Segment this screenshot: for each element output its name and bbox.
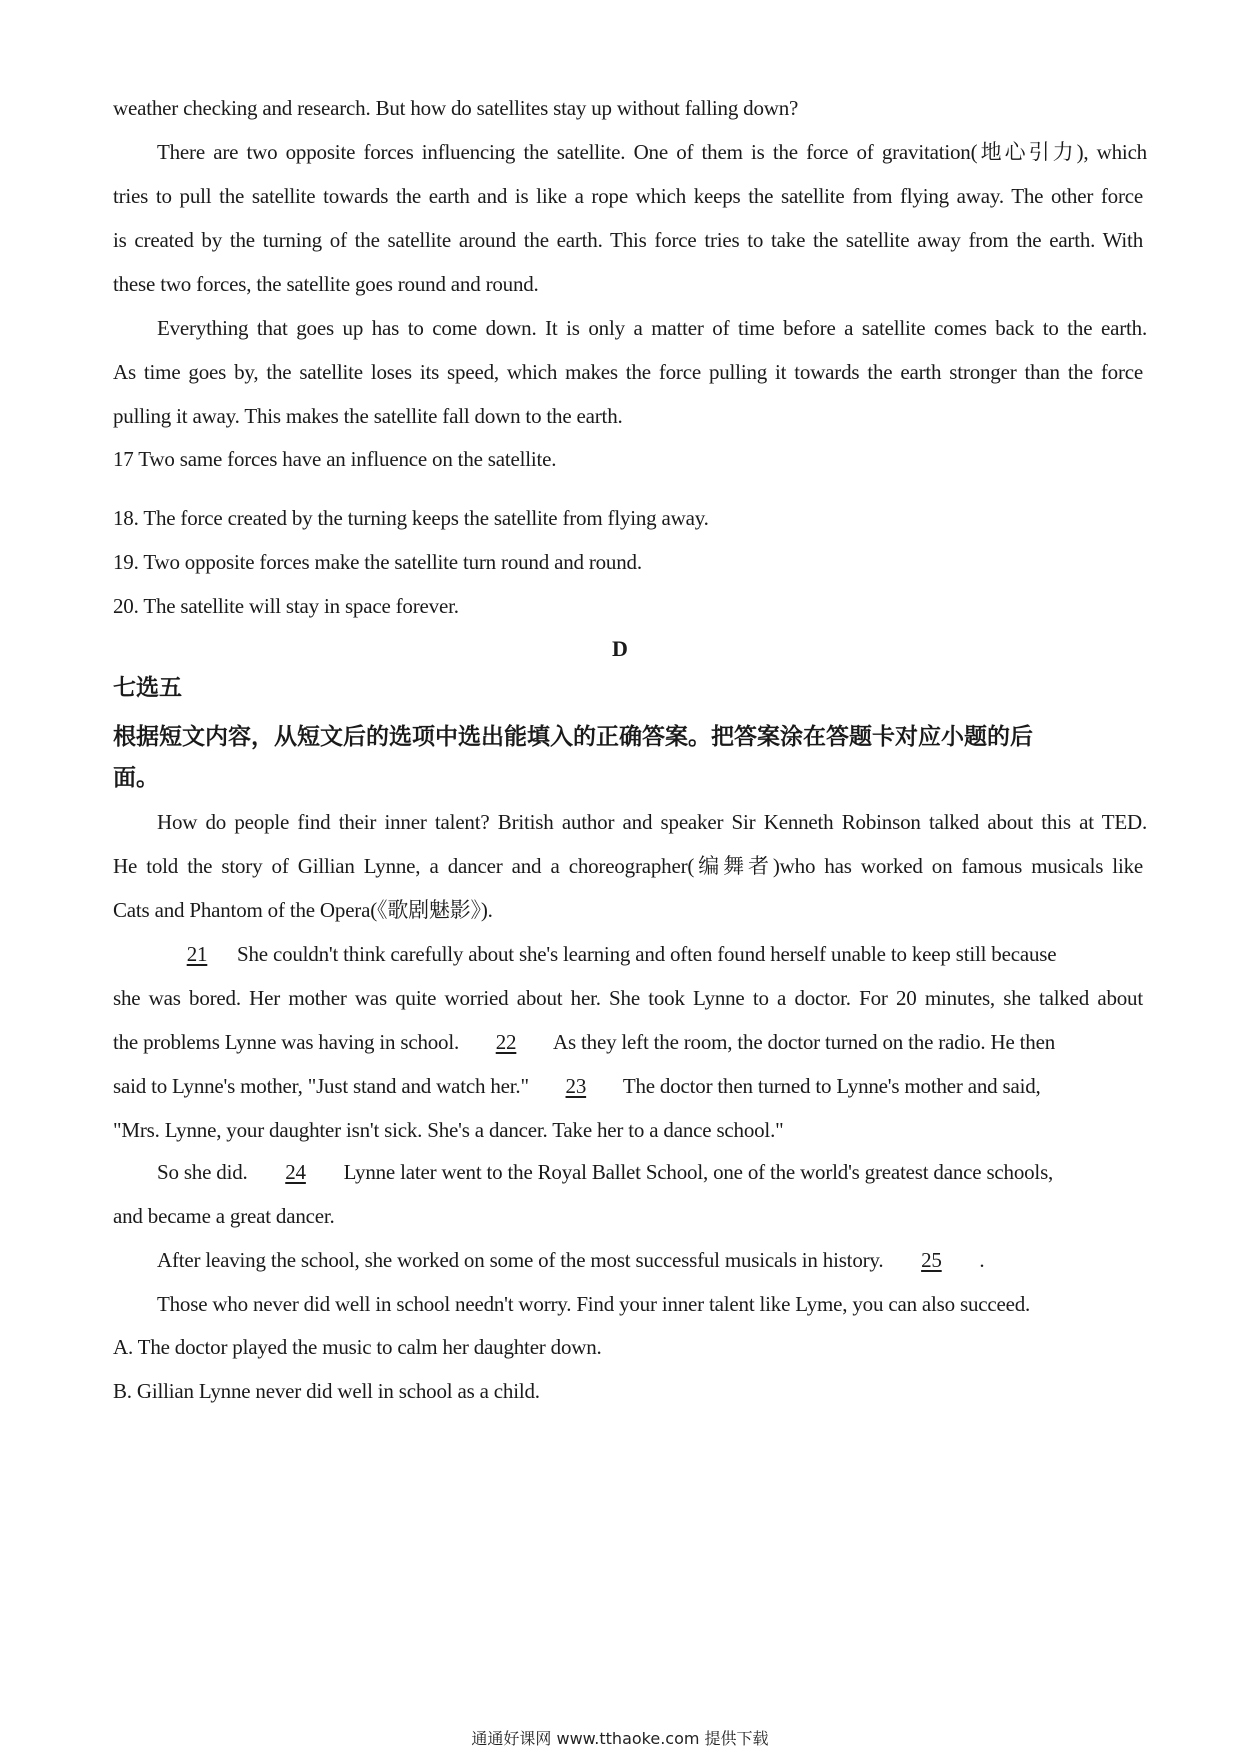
passage-d-line: Cats and Phantom of the Opera(《歌剧魅影》).: [113, 898, 493, 922]
section-instruction: 根据短文内容，从短文后的选项中选出能填入的正确答案。把答案涂在答题卡对应小题的后: [113, 724, 1033, 750]
passage-d-line: He told the story of Gillian Lynne, a dancer and a choreographer(编舞者)who has worked on famous musicals like: [113, 854, 1143, 878]
passage-text: After leaving the school, she worked on some of the most successful musicals in history.: [157, 1248, 884, 1272]
question-20: 20. The satellite will stay in space forever.: [113, 594, 459, 618]
passage-d-line: How do people find their inner talent? British author and speaker Sir Kenneth Robinson talked about this at TED.: [157, 810, 1147, 834]
passage-text: So she did.: [157, 1160, 248, 1184]
passage-line: There are two opposite forces influencing the satellite. One of them is the force of gravitation(地心引力), which: [157, 140, 1147, 164]
passage-d-line: [157, 1158, 1147, 1186]
passage-d-line: [157, 1246, 1147, 1274]
passage-line: tries to pull the satellite towards the earth and is like a rope which keeps the satellite from flying away. The other force: [113, 184, 1143, 208]
passage-d-line: [157, 940, 1147, 968]
section-instruction-cont: 面。: [113, 765, 159, 791]
passage-text: The doctor then turned to Lynne's mother and said,: [622, 1074, 1041, 1098]
passage-line: these two forces, the satellite goes round and round.: [113, 272, 539, 296]
passage-d-line: [113, 1072, 1143, 1100]
passage-d-line: Those who never did well in school needn't worry. Find your inner talent like Lyme, you can also succeed.: [157, 1292, 1031, 1316]
blank-25: 25: [921, 1248, 942, 1272]
passage-line: is created by the turning of the satellite around the earth. This force tries to take the satellite away from the earth. With: [113, 228, 1143, 252]
section-letter: D: [612, 636, 628, 661]
question-17: 17 Two same forces have an influence on the satellite.: [113, 447, 557, 471]
passage-line: As time goes by, the satellite loses its speed, which makes the force pulling it towards the earth stronger than the force: [113, 360, 1143, 384]
passage-d-line: "Mrs. Lynne, your daughter isn't sick. She's a dancer. Take her to a dance school.": [113, 1118, 784, 1142]
blank-24: 24: [285, 1160, 306, 1184]
passage-line: pulling it away. This makes the satellite fall down to the earth.: [113, 404, 623, 428]
question-19: 19. Two opposite forces make the satellite turn round and round.: [113, 550, 642, 574]
passage-d-line: [113, 1028, 1143, 1056]
passage-text: Lynne later went to the Royal Ballet School, one of the world's greatest dance schools,: [343, 1160, 1054, 1184]
passage-text: said to Lynne's mother, "Just stand and watch her.": [113, 1074, 529, 1098]
passage-d-line: she was bored. Her mother was quite worried about her. She took Lynne to a doctor. For 20 minutes, she talked about: [113, 986, 1143, 1010]
passage-text: .: [979, 1248, 985, 1272]
option-a: A. The doctor played the music to calm her daughter down.: [113, 1335, 602, 1359]
question-18: 18. The force created by the turning keeps the satellite from flying away.: [113, 506, 709, 530]
passage-line: weather checking and research. But how do satellites stay up without falling down?: [113, 96, 799, 120]
option-b: B. Gillian Lynne never did well in school as a child.: [113, 1379, 540, 1403]
blank-21: 21: [186, 942, 208, 966]
section-title: 七选五: [113, 675, 182, 701]
page-footer: 通通好课网 www.tthaoke.com 提供下载: [471, 1729, 769, 1748]
passage-d-line: and became a great dancer.: [113, 1204, 335, 1228]
passage-text: She couldn't think carefully about she's learning and often found herself unable to keep still because: [237, 942, 1057, 966]
passage-line: Everything that goes up has to come down. It is only a matter of time before a satellite comes back to the earth.: [157, 316, 1147, 340]
passage-text: As they left the room, the doctor turned on the radio. He then: [553, 1030, 1055, 1054]
blank-22: 22: [495, 1030, 517, 1054]
blank-23: 23: [565, 1074, 587, 1098]
passage-text: the problems Lynne was having in school.: [113, 1030, 460, 1054]
